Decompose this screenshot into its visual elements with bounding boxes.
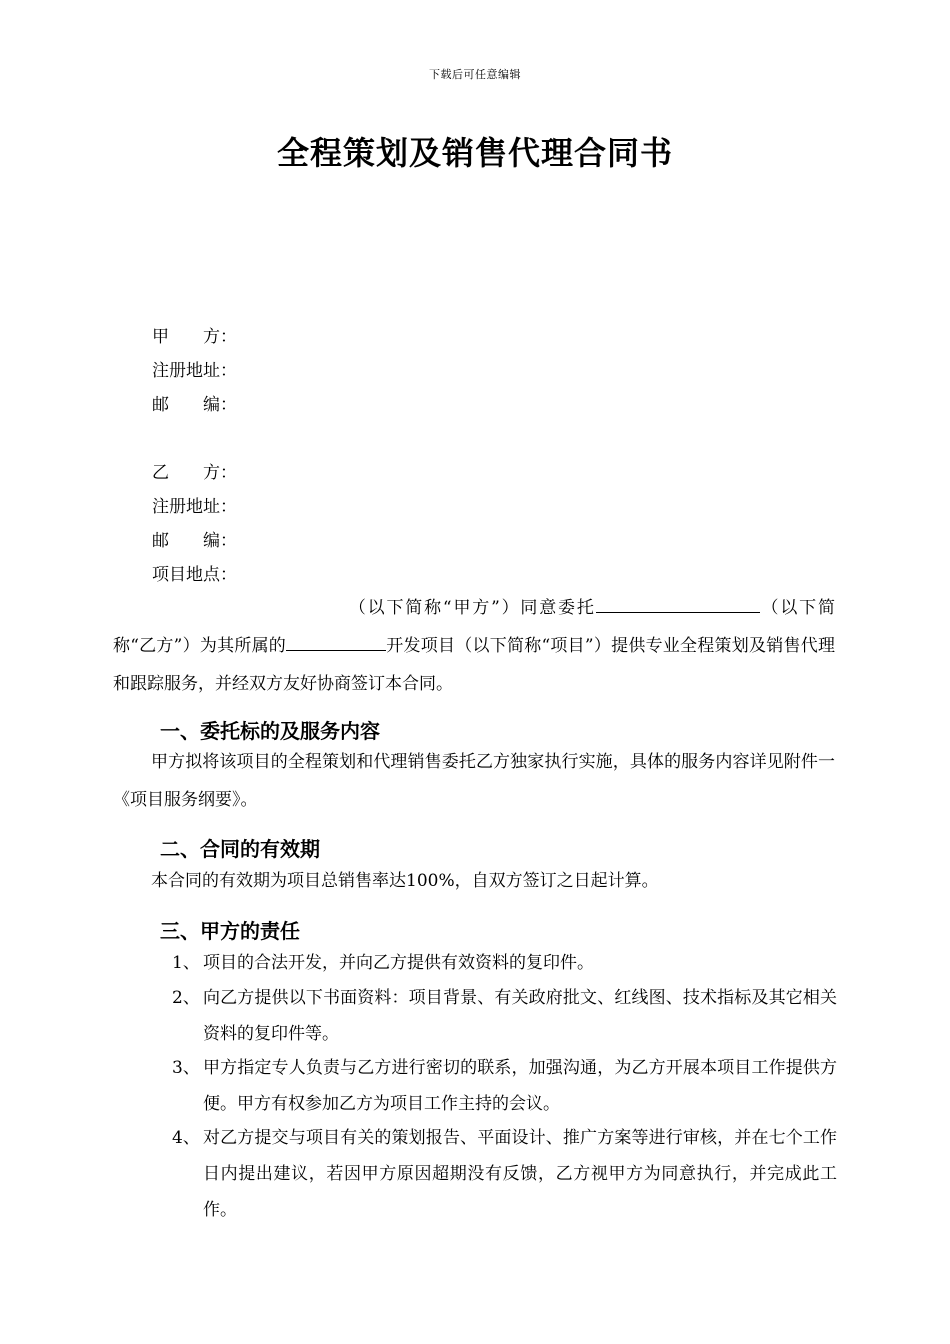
- list-item: [172, 945, 837, 981]
- intro-paragraph: [113, 589, 835, 703]
- party-a-postcode-label: 邮 编：: [152, 395, 237, 415]
- list-item-text: 项目的合法开发，并向乙方提供有效资料的复印件。: [203, 953, 594, 973]
- list-item: [172, 1050, 837, 1122]
- section-1-heading: 一、委托标的及服务内容: [160, 719, 380, 743]
- party-a-label: 甲 方：: [152, 327, 237, 347]
- section-2-text: 本合同的有效期为项目总销售率达100%，自双方签订之日起计算。: [151, 871, 659, 891]
- section-2-heading: 二、合同的有效期: [160, 837, 320, 861]
- section-1-text: 甲方拟将该项目的全程策划和代理销售委托乙方独家执行实施，具体的服务内容详见附件一《项目服务纲要》。: [113, 752, 835, 810]
- list-item: [172, 980, 837, 1052]
- party-b-label: 乙 方：: [152, 463, 237, 483]
- list-item-number: 2、: [172, 988, 200, 1008]
- list-item-text: 对乙方提交与项目有关的策划报告、平面设计、推广方案等进行审核，并在七个工作日内提出建议，若因甲方原因超期没有反馈，乙方视甲方为同意执行，并完成此工作。: [203, 1128, 837, 1220]
- list-item-number: 3、: [172, 1058, 200, 1078]
- party-a-address-label: 注册地址：: [152, 361, 237, 381]
- intro-part2: （以下简称“乙方”）为其所属的: [113, 598, 836, 656]
- project-name-blank: [286, 630, 386, 651]
- entrusted-party-blank: [596, 592, 760, 613]
- party-b-postcode-label: 邮 编：: [152, 531, 237, 551]
- project-location-label: 项目地点：: [152, 565, 237, 585]
- intro-part3: 开发项目（以下简称“项目”）提供专业全程策划及销售代理和跟踪服务，并经双方友好协商签订本合同。: [113, 636, 835, 694]
- list-item: [172, 1120, 837, 1228]
- header-note: 下载后可任意编辑: [429, 68, 521, 81]
- list-item-text: 向乙方提供以下书面资料：项目背景、有关政府批文、红线图、技术指标及其它相关资料的复印件等。: [203, 988, 837, 1044]
- list-item-text: 甲方指定专人负责与乙方进行密切的联系，加强沟通，为乙方开展本项目工作提供方便。甲方有权参加乙方为项目工作主持的会议。: [203, 1058, 837, 1114]
- party-b-address-label: 注册地址：: [152, 497, 237, 517]
- document-title: 全程策划及销售代理合同书: [276, 134, 673, 172]
- intro-part1: （以下简称“甲方”）同意委托: [347, 598, 596, 618]
- list-item-number: 1、: [172, 953, 200, 973]
- list-item-number: 4、: [172, 1128, 200, 1148]
- section-3-heading: 三、甲方的责任: [160, 919, 300, 943]
